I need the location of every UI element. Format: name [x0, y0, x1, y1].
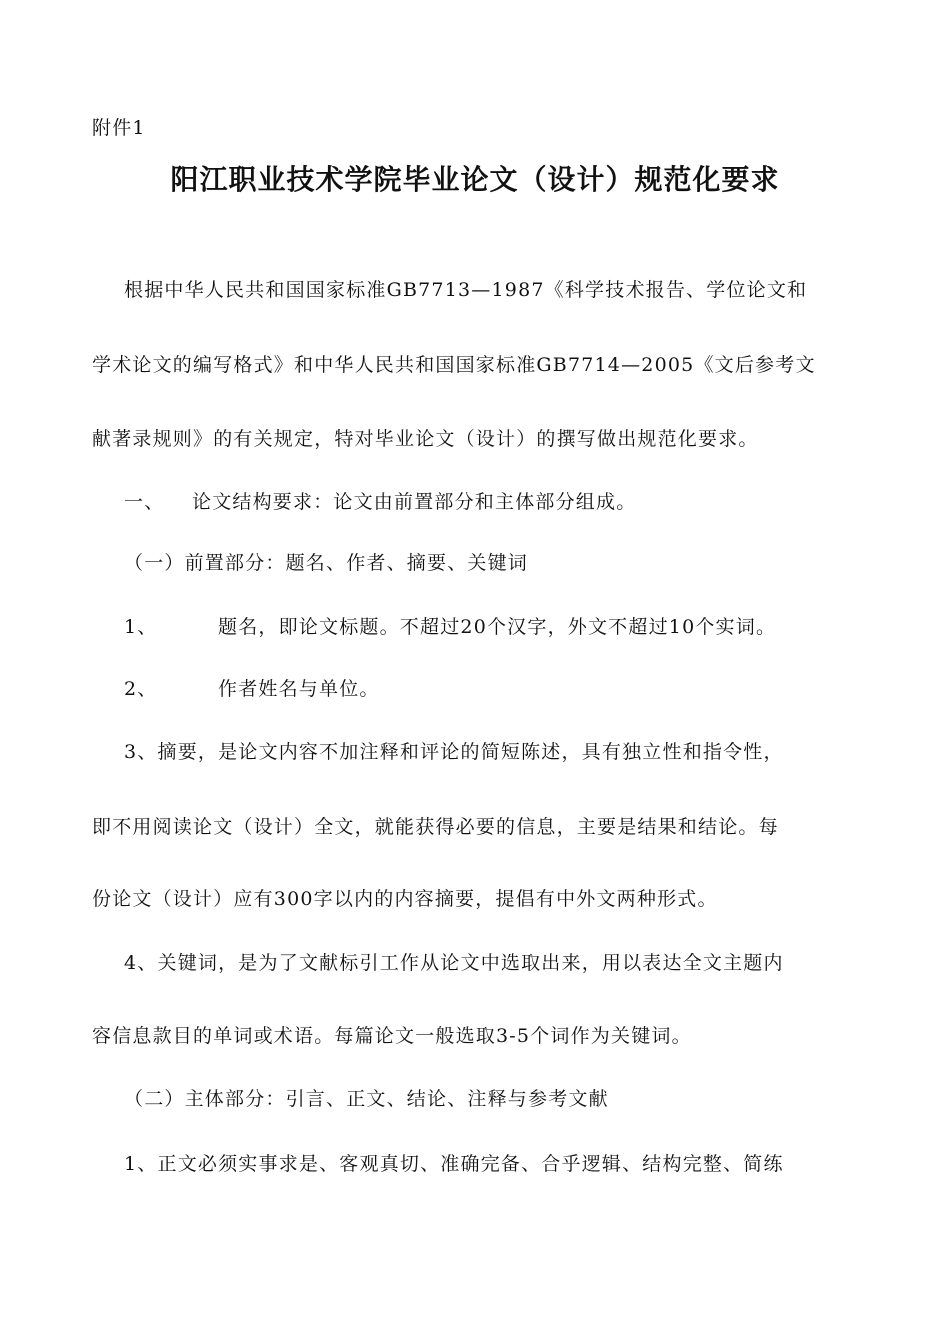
- body-part-heading: （二）主体部分：引言、正文、结论、注释与参考文献: [124, 1088, 609, 1110]
- section-1-number: 一、: [124, 491, 165, 513]
- front-item-3-line-3: 份论文（设计）应有300字以内的内容摘要，提倡有中外文两种形式。: [92, 888, 718, 910]
- front-item-3-line-1: 3、摘要，是论文内容不加注释和评论的简短陈述，具有独立性和指令性，: [124, 741, 784, 763]
- front-item-4-line-2: 容信息款目的单词或术语。每篇论文一般选取3-5个词作为关键词。: [92, 1025, 692, 1047]
- section-1-text: 论文结构要求：论文由前置部分和主体部分组成。: [192, 491, 637, 513]
- front-item-2: [124, 677, 380, 701]
- intro-line-1: 根据中华人民共和国国家标准GB7713—1987《科学技术报告、学位论文和: [124, 279, 808, 301]
- front-item-1-text: 题名，即论文标题。不超过20个汉字，外文不超过10个实词。: [218, 616, 777, 638]
- body-item-1-line-1: 1、正文必须实事求是、客观真切、准确完备、合乎逻辑、结构完整、简练: [124, 1153, 784, 1175]
- front-item-1: [124, 615, 776, 639]
- front-item-2-text: 作者姓名与单位。: [218, 678, 380, 700]
- front-part-heading: （一）前置部分：题名、作者、摘要、关键词: [124, 552, 529, 574]
- intro-line-2: 学术论文的编写格式》和中华人民共和国国家标准GB7714—2005《文后参考文: [92, 354, 816, 376]
- front-item-4-line-1: 4、关键词，是为了文献标引工作从论文中选取出来，用以表达全文主题内: [124, 952, 784, 974]
- front-item-1-number: 1、: [124, 616, 158, 638]
- intro-line-3: 献著录规则》的有关规定，特对毕业论文（设计）的撰写做出规范化要求。: [92, 428, 759, 450]
- front-item-3-line-2: 即不用阅读论文（设计）全文，就能获得必要的信息，主要是结果和结论。每: [92, 816, 779, 838]
- front-item-2-number: 2、: [124, 678, 158, 700]
- section-1-heading: [124, 490, 636, 514]
- attachment-label: 附件1: [92, 117, 146, 139]
- document-title: 阳江职业技术学院毕业论文（设计）规范化要求: [170, 163, 780, 196]
